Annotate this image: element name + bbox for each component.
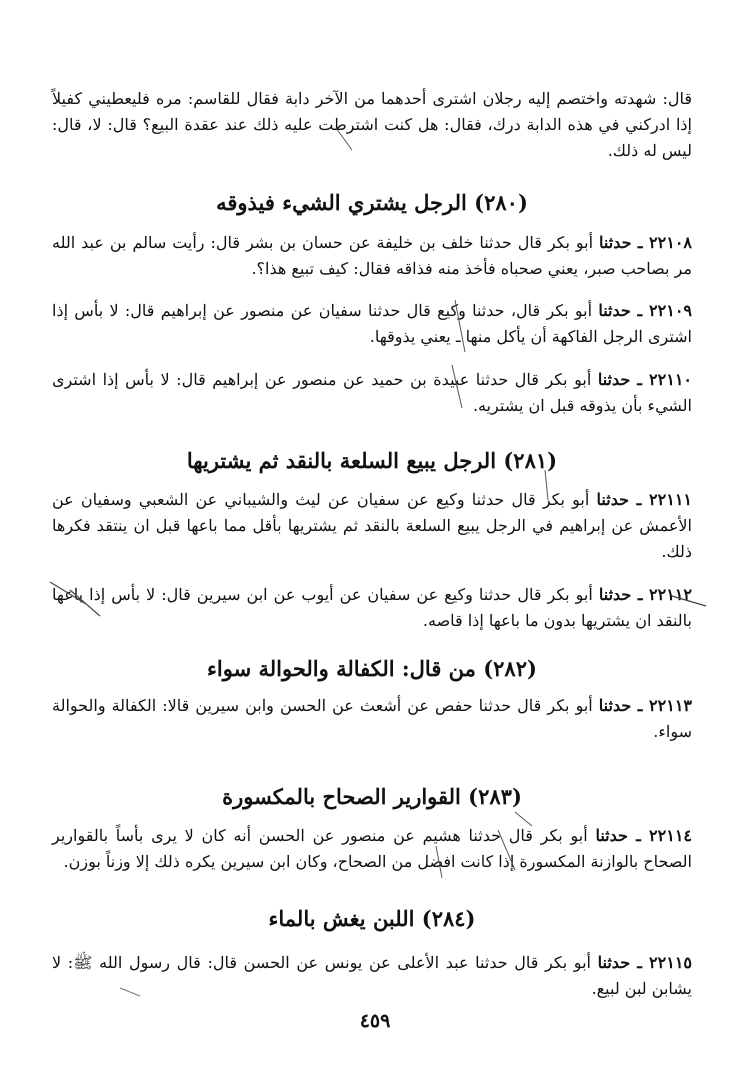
hadith-22112 <box>52 582 692 634</box>
hadith-22115 <box>52 950 692 1002</box>
hadith-22110 <box>52 367 692 419</box>
hadith-text: أبو بكر قال حدثنا وكيع عن سفيان عن أيوب عن ابن سيرين قال: لا بأس إذا باعها بالنقد ان يشتريها بدون ما باعها إذا قاصه. <box>52 585 692 630</box>
hadith-22113 <box>52 693 692 745</box>
hadith-number: ٢٢١٠٩ ـ حدثنا <box>598 301 692 320</box>
chapter-heading-282: (٢٨٢) من قال: الكفالة والحوالة سواء <box>207 656 537 681</box>
hadith-text: أبو بكر قال حدثنا عبيدة بن حميد عن منصور عن إبراهيم قال: لا بأس إذا اشترى الشيء بأن يذوقه قبل ان يشتريه. <box>52 370 692 415</box>
hadith-number: ٢٢١١٢ ـ حدثنا <box>598 585 692 604</box>
chapter-heading-281: (٢٨١) الرجل يبيع السلعة بالنقد ثم يشتريها <box>186 448 558 473</box>
hadith-22108 <box>52 230 692 282</box>
hadith-text: أبو بكر قال حدثنا عبد الأعلى عن يونس عن الحسن قال: قال رسول الله ﷺ: لا يشابن لبن لبيع. <box>52 953 692 998</box>
hadith-22109 <box>52 298 692 350</box>
hadith-number: ٢٢١٠٨ ـ حدثنا <box>599 233 692 252</box>
hadith-22111 <box>52 487 692 565</box>
hadith-number: ٢٢١١٠ ـ حدثنا <box>597 370 692 389</box>
hadith-text: أبو بكر قال، حدثنا وكيع قال حدثنا سفيان عن منصور عن إبراهيم قال: لا بأس إذا اشترى الرجل الفاكهة أن يأكل منها ـ يعني يذوقها. <box>52 301 692 346</box>
chapter-heading-284: (٢٨٤) اللبن يغش بالماء <box>268 906 476 931</box>
paragraph-text: قال: شهدته واختصم إليه رجلان اشترى أحدهما من الآخر دابة فقال للقاسم: مره فليعطيني كفيلاً إذا ادركني في هذه الدابة درك، فقال: هل كنت اشترطت عليه ذلك عند عقدة البيع؟ قال: لا، قال: ليس له ذلك. <box>52 89 692 160</box>
hadith-text: أبو بكر قال حدثنا خلف بن خليفة عن حسان بن بشر قال: رأيت سالم بن عبد الله مر بصاحب صبر، يعني صحباه فأخذ منه فذاقه فقال: كيف تبيع هذا؟. <box>52 233 692 278</box>
hadith-text: أبو بكر قال حدثنا هشيم عن منصور عن الحسن أنه كان لا يرى بأساً بالقوارير الصحاح بالوازنة المكسورة إذا كانت افضل من الصحاح، وكان ابن سيرين يكره ذلك إلا وزناً بوزن. <box>52 826 692 871</box>
hadith-number: ٢٢١١٥ ـ حدثنا <box>597 953 693 972</box>
page-number: ٤٥٩ <box>359 1010 391 1032</box>
hadith-number: ٢٢١١٣ ـ حدثنا <box>598 696 692 715</box>
continued-paragraph <box>52 86 692 164</box>
hadith-22114 <box>52 823 692 875</box>
hadith-text: أبو بكر قال حدثنا حفص عن أشعث عن الحسن وابن سيرين قالا: الكفالة والحوالة سواء. <box>52 696 692 741</box>
chapter-heading-283: (٢٨٣) القوارير الصحاح بالمكسورة <box>222 784 522 809</box>
hadith-number: ٢٢١١٤ ـ حدثنا <box>595 826 693 845</box>
hadith-number: ٢٢١١١ ـ حدثنا <box>596 490 693 509</box>
chapter-heading-280: (٢٨٠) الرجل يشتري الشيء فيذوقه <box>216 190 528 215</box>
hadith-text: أبو بكر قال حدثنا وكيع عن سفيان عن ليث والشيباني عن الشعبي وسفيان عن الأعمش عن إبراهيم في الرجل يبيع السلعة بالنقد ثم يشتريها بأقل مما باعها قبل ان ينتقد فكرها ذلك. <box>52 490 692 561</box>
